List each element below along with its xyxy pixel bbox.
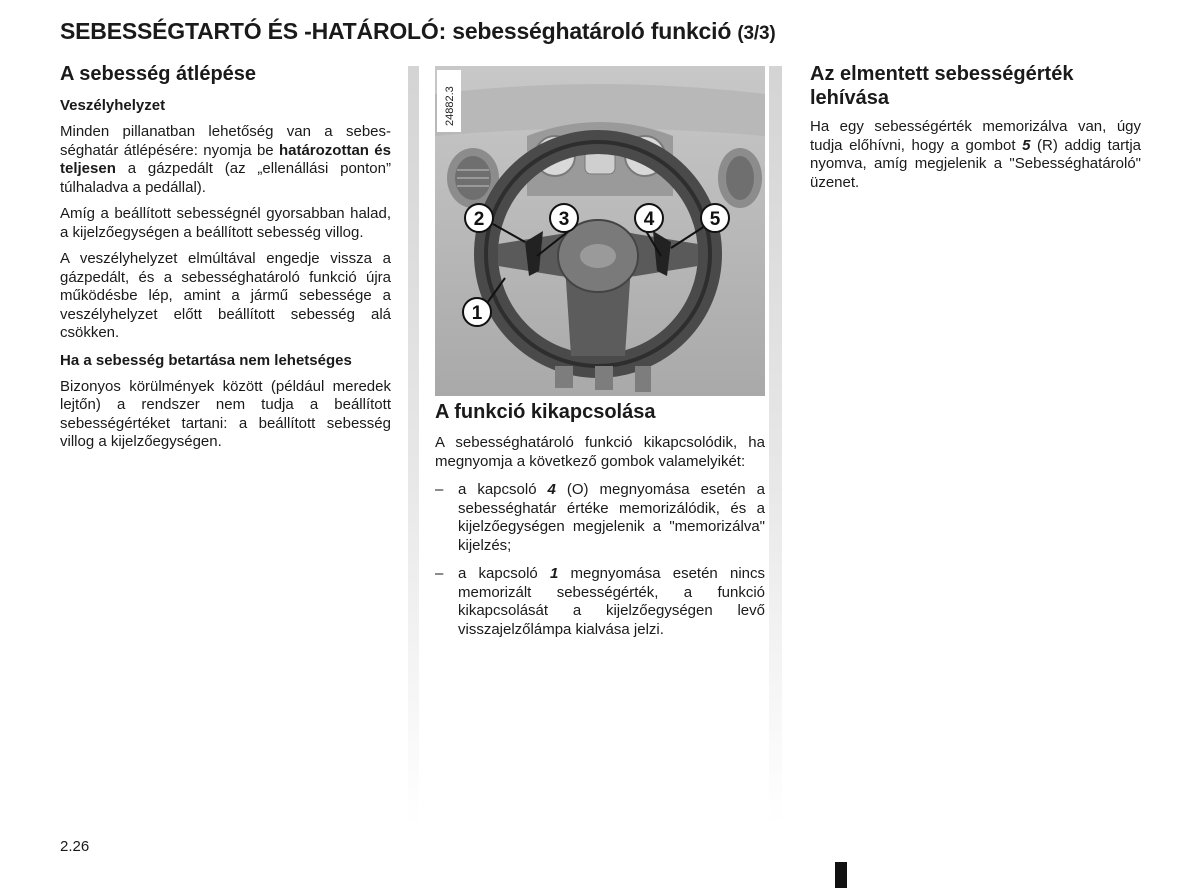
callout-3 xyxy=(550,204,578,232)
callout-2 xyxy=(465,204,493,232)
svg-text:3: 3 xyxy=(558,209,570,230)
steering-wheel-illustration xyxy=(435,66,765,396)
page-title-text: SEBESSÉGTARTÓ ÉS -HATÁROLÓ: sebességhatároló funkció xyxy=(60,18,732,44)
section-heading-recall: Az elmentett sebességérték lehívása xyxy=(810,63,1074,109)
svg-text:2: 2 xyxy=(473,209,485,230)
page-title-suffix: (3/3) xyxy=(737,23,776,44)
callout-1 xyxy=(463,298,491,326)
page-title xyxy=(60,18,775,45)
list-item: – a kapcsoló 1 megnyomása esetén nincs memorizált sebességérték, a funkció kikapcsolását a kijelzőegységen levő visszajelzőlámpa kialvása jelzi. xyxy=(435,565,765,638)
callout-4 xyxy=(635,204,663,232)
figure-code: 24882.3 xyxy=(444,86,456,126)
svg-text:1: 1 xyxy=(471,303,483,324)
emphasis-firmly: határozottan és teljesen xyxy=(60,141,391,177)
paragraph-deactivation-intro: A sebességhatároló funkció kikapcsolódik, ha megnyomja a következő gombok valamelyikét: xyxy=(435,434,765,470)
right-column xyxy=(810,62,1141,192)
section-heading-speed-exceed: A sebesség átlépése xyxy=(60,63,257,85)
reference-button-5: 5 xyxy=(1022,136,1031,154)
page-number: 2.26 xyxy=(60,838,90,855)
right-air-vent xyxy=(718,148,762,208)
paragraph-resume: A veszélyhelyzet elmúltával engedje vissza a gázpedált, és a sebességhatároló funkció újra működésbe lép, amint a jármű sebessége a veszélyhelyzet előtt beállított sebesség alá csökken. xyxy=(60,250,391,341)
deactivation-list xyxy=(435,481,765,639)
subheading-emergency: Veszélyhelyzet xyxy=(60,97,166,114)
svg-text:5: 5 xyxy=(709,209,721,230)
list-item: – a kapcsoló 4 (O) megnyomása esetén a sebességhatár értéke memorizálódik, és a kijelzőegységen megjelenik a "memorizálva" kijelzés; xyxy=(435,481,765,554)
paragraph-flashing: Amíg a beállított sebességnél gyorsabban halad, a kijelzőegységen a beállított sebesség villog. xyxy=(60,205,391,241)
section-heading-deactivation: A funkció kikapcsolása xyxy=(435,401,656,423)
left-column xyxy=(60,62,391,460)
middle-column xyxy=(435,400,765,649)
callout-5 xyxy=(701,204,729,232)
subheading-speed-not-kept: Ha a sebesség betartása nem lehetséges xyxy=(60,351,352,369)
paragraph-steep-slope: Bizonyos körülmények között (például meredek lejtőn) a rendszer nem tudja a beállított sebességértéket tartani: a beállított sebesség villog a kijelzőegységen. xyxy=(60,377,391,450)
reference-switch-1: 1 xyxy=(549,565,559,582)
reference-switch-4: 4 xyxy=(547,481,556,498)
paragraph-recall: Ha egy sebességérték memorizálva van, úgy tudja előhívni, hogy a gombot 5 (R) addig tartja nyomva, amíg megjelenik a "Sebességhatároló" üzenet. xyxy=(810,118,1142,191)
svg-text:4: 4 xyxy=(643,209,655,230)
section-edge-marker xyxy=(835,862,847,888)
paragraph-emergency: Minden pillanatban lehetőség van a sebességhatár átlépésére: nyomja be határozottan és teljesen a gázpedált (az „ellenállási ponton” túlhaladva a pedállal). xyxy=(60,123,391,196)
